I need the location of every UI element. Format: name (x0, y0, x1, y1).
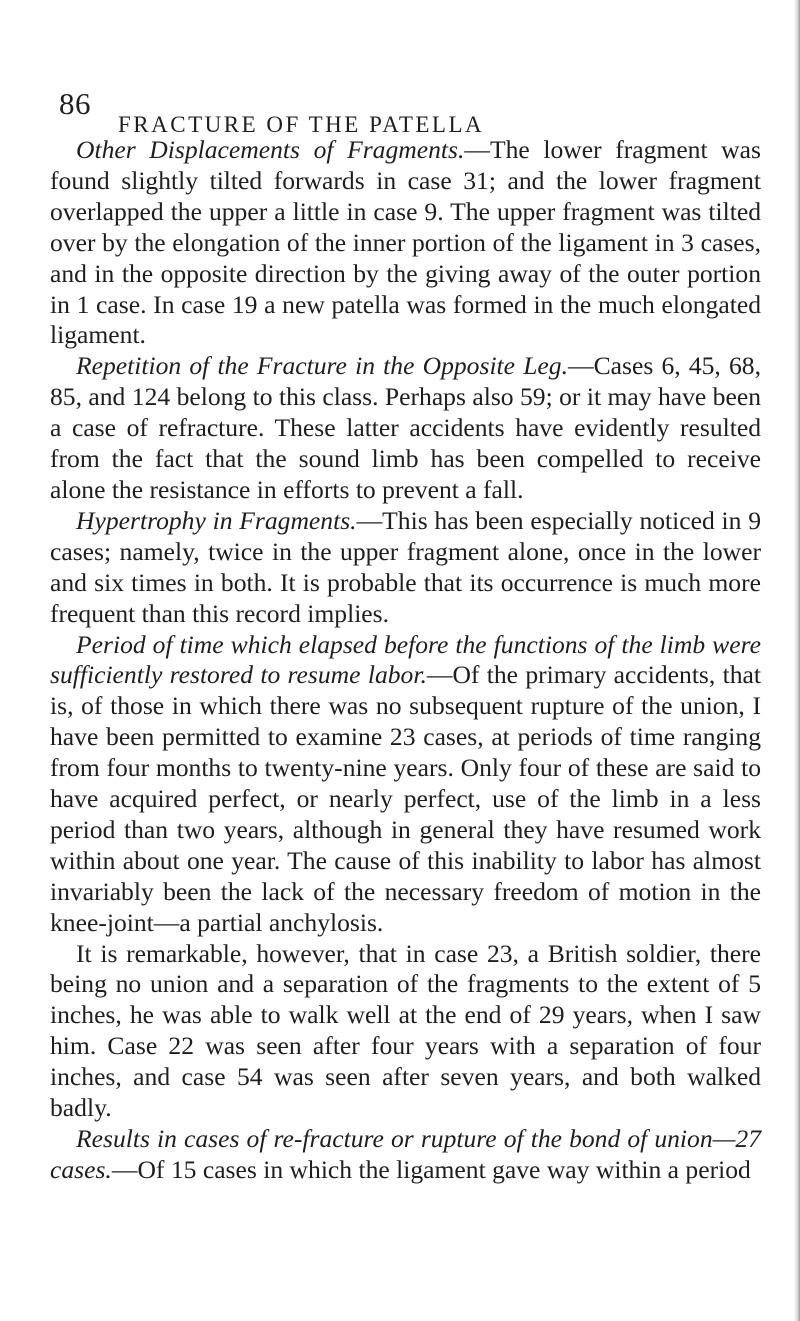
section-heading: Hypertrophy in Fragments. (76, 505, 357, 535)
body-text (50, 135, 761, 1186)
paragraph-text: It is remarkable, however, that in case 23, a British soldier, there being no union and a separation of the fragments to the extent of 5 inches, he was able to walk well at the end of 29 years, when I saw him. Case 22 was seen after four years with a separation of four inches, and case 54 was seen after seven years, and both walked badly. (50, 938, 761, 1123)
page-number: 86 (59, 86, 91, 121)
paragraph-text: —The lower fragment was found slightly tilted forwards in case 31; and the lower fragment overlapped the upper a little in case 9. The upper fragment was tilted over by the elongation of the inner portion of the ligament in 3 cases, and in the opposite direction by the giving away of the outer portion in 1 case. In case 19 a new patella was formed in the much elongated ligament. (50, 135, 761, 350)
paragraph-text: —This has been especially noticed in 9 cases; namely, twice in the upper fragment alone, once in the lower and six times in both. It is probable that its occurrence is much more frequent than this record implies. (50, 505, 761, 628)
paragraph-remarkable (50, 939, 761, 1124)
paragraph-repetition (50, 351, 761, 506)
section-heading: Period of time which elapsed before the functions of the limb were sufficiently restored to resume labor. (50, 629, 761, 690)
page-edge-shadow (794, 0, 800, 1321)
paragraph-hypertrophy (50, 506, 761, 630)
paragraph-period-of-time (50, 630, 761, 939)
section-heading: Repetition of the Fracture in the Opposite Leg. (76, 351, 568, 381)
paragraph-text: —Cases 6, 45, 68, 85, and 124 belong to this class. Perhaps also 59; or it may have been a case of refracture. These latter accidents have evidently resulted from the fact that the sound limb has been compelled to receive alone the resistance in efforts to prevent a fall. (50, 351, 761, 504)
paragraph-text: —Of the primary accidents, that is, of those in which there was no subsequent rupture of the union, I have been permitted to examine 23 cases, at periods of time ranging from four months to twenty-nine years. Only four of these are said to have acquired perfect, or nearly perfect, use of the limb in a less period than two years, although in general they have resumed work within about one year. The cause of this inability to labor has almost invariably been the lack of the necessary freedom of motion in the knee-joint—a partial anchylosis. (50, 660, 761, 937)
paragraph-results (50, 1124, 761, 1186)
paragraph-other-displacements (50, 135, 761, 351)
running-head: FRACTURE OF THE PATELLA (118, 112, 485, 137)
paragraph-text: —Of 15 cases in which the ligament gave way within a period (111, 1154, 751, 1184)
section-heading: Other Displacements of Fragments. (76, 135, 465, 164)
section-heading: Results in cases of re-fracture or rupture of the bond of union—27 cases. (50, 1124, 761, 1184)
